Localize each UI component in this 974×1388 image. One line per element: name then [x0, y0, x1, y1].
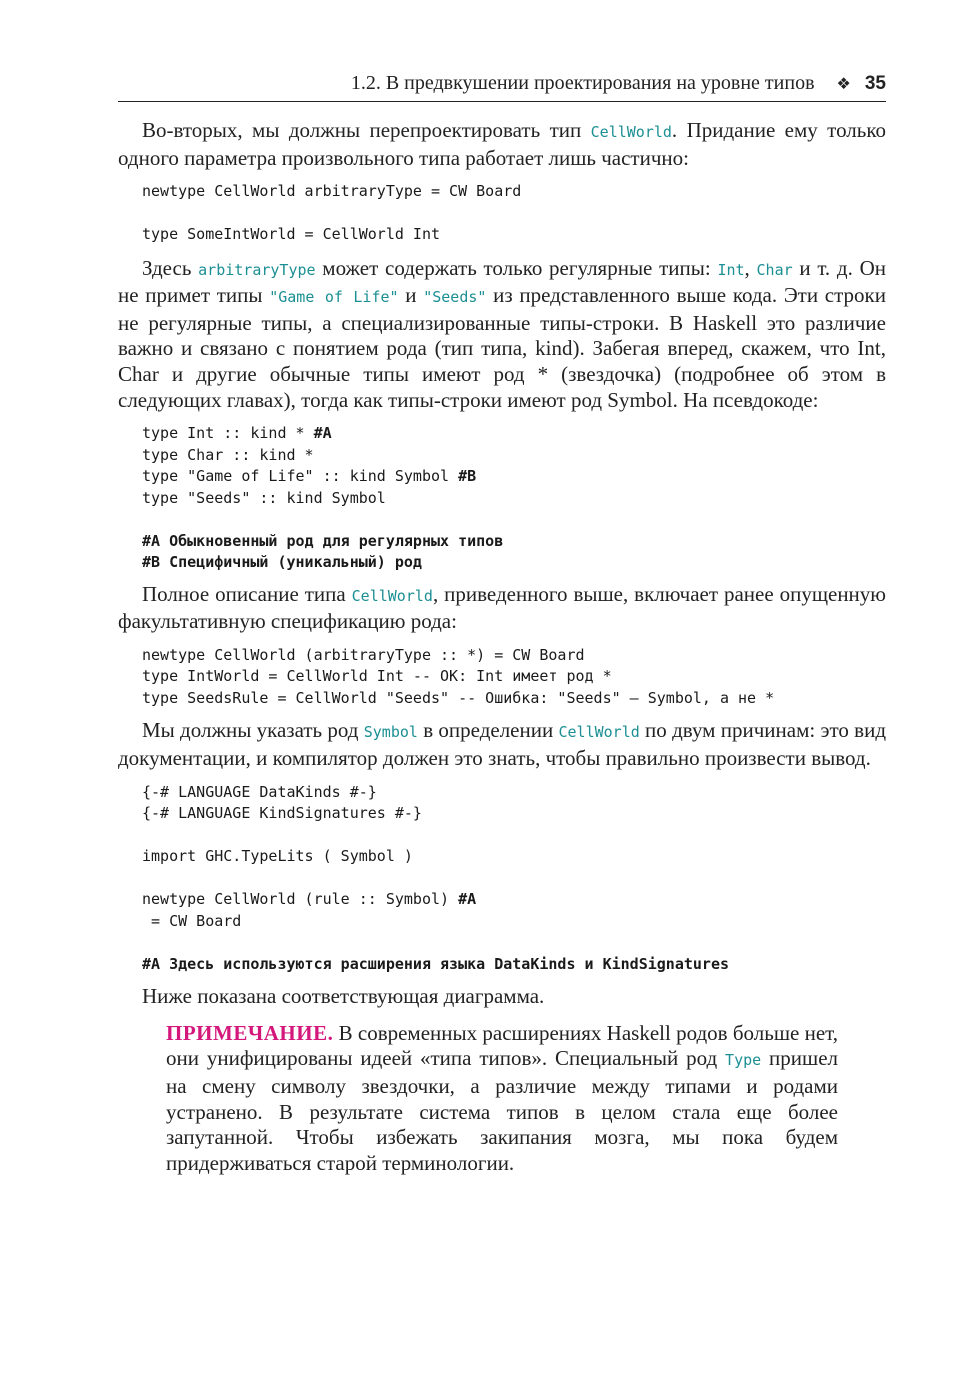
note-label: ПРИМЕЧАНИЕ.	[166, 1020, 334, 1045]
paragraph-5	[118, 984, 886, 1010]
inline-code: arbitraryType	[198, 260, 316, 279]
code-line: import GHC.TypeLits ( Symbol )	[142, 847, 413, 866]
inline-code: "Seeds"	[423, 288, 487, 307]
code-line: {-# LANGUAGE KindSignatures #-}	[142, 804, 422, 823]
text: Мы должны указать род	[142, 718, 364, 743]
paragraph-2	[118, 256, 886, 414]
code-line	[142, 889, 886, 911]
book-page	[118, 72, 886, 1176]
paragraph-1	[118, 118, 886, 171]
running-header	[118, 72, 886, 102]
code-text: type "Game of Life" :: kind Symbol	[142, 467, 459, 486]
code-line: newtype CellWorld (arbitraryType :: *) = CW Board	[142, 645, 585, 664]
inline-code: Type	[725, 1051, 762, 1070]
text: . Придание ему только одного параметра произвольного типа работает лишь частично:	[118, 118, 886, 170]
code-marker: #B	[458, 467, 477, 486]
inline-code: CellWorld	[558, 723, 640, 742]
text: может содержать только регулярные типы:	[315, 255, 718, 280]
code-block-2	[142, 423, 886, 574]
code-line: type IntWorld = CellWorld Int -- OK: Int имеет род *	[142, 667, 612, 686]
code-line: type Char :: kind *	[142, 445, 314, 464]
code-line: type "Seeds" :: kind Symbol	[142, 488, 386, 507]
code-line-blank	[142, 868, 886, 890]
paragraph-4	[118, 718, 886, 771]
text: из представленного выше кода. Эти строки не регулярные типы, а специализированные типы-строки. В Haskell это различие важно и связано с понятием рода (тип типа, kind). Забегая вперед, скажем, что Int, Char и другие обычные типы имеют род * (звездочка) (подробнее об этом в следующих главах), тогда как типы-строки имеют род Symbol. На псевдокоде:	[118, 283, 886, 412]
code-annotation: #B Специфичный (уникальный) род	[142, 553, 422, 572]
code-block-3	[142, 645, 886, 710]
text: ,	[744, 255, 757, 280]
text: по двум причинам: это вид документации, и компилятор должен это знать, чтобы правильно произвести вывод.	[118, 718, 887, 771]
page-number: 35	[864, 73, 886, 94]
inline-code: Int	[717, 260, 745, 279]
code-line: {-# LANGUAGE DataKinds #-}	[142, 782, 377, 801]
code-line-blank	[142, 203, 886, 225]
code-text: newtype CellWorld (rule :: Symbol)	[142, 890, 459, 909]
code-block-1	[142, 181, 886, 246]
text: Ниже показана соответствующая диаграмма.	[142, 984, 545, 1009]
code-text: type Int :: kind *	[142, 424, 314, 443]
code-annotation: #A Обыкновенный род для регулярных типов	[142, 531, 504, 550]
code-marker: #A	[458, 890, 477, 909]
text: Здесь	[142, 255, 199, 280]
text: Полное описание типа	[142, 581, 352, 606]
inline-code: Char	[756, 260, 793, 279]
code-line-blank	[142, 509, 886, 531]
code-line	[142, 466, 886, 488]
code-marker: #A	[313, 424, 332, 443]
code-annotation: #A Здесь используются расширения языка DataKinds и KindSignatures	[142, 954, 729, 973]
chapter-title: 1.2. В предвкушении проектирования на уровне типов	[350, 72, 815, 94]
text: в определении	[417, 718, 559, 743]
code-line-blank	[142, 825, 886, 847]
note-box	[166, 1021, 838, 1177]
code-block-4	[142, 782, 886, 976]
text: , приведенного выше, включает ранее опущенную факультативную спецификацию рода:	[118, 581, 886, 634]
paragraph-3	[118, 582, 886, 635]
text: и т. д. Он не примет типы	[118, 255, 886, 308]
separator-icon: ❖	[836, 74, 851, 93]
code-line: newtype CellWorld arbitraryType = CW Board	[142, 182, 522, 201]
inline-code: "Game of Life"	[269, 288, 399, 307]
code-line-blank	[142, 932, 886, 954]
code-line: = CW Board	[142, 911, 242, 930]
text: пришел на смену символу звездочки, а различие между типами и родами устранено. В результате система типов в целом стала еще более запутанной. Чтобы избежать закипания мозга, мы пока будем придерживаться старой терминологии.	[166, 1046, 838, 1175]
text: В современных расширениях Haskell родов больше нет, они унифицированы идеей «типа типов». Специальный род	[166, 1020, 838, 1071]
inline-code: CellWorld	[351, 586, 433, 605]
inline-code: CellWorld	[590, 123, 672, 141]
code-line: type SomeIntWorld = CellWorld Int	[142, 225, 441, 244]
code-line	[142, 423, 886, 445]
inline-code: Symbol	[363, 723, 418, 742]
code-line: type SeedsRule = CellWorld "Seeds" -- Ошибка: "Seeds" — Symbol, а не *	[142, 688, 775, 707]
text: Во-вторых, мы должны перепроектировать тип	[142, 118, 591, 142]
text: и	[398, 283, 424, 308]
